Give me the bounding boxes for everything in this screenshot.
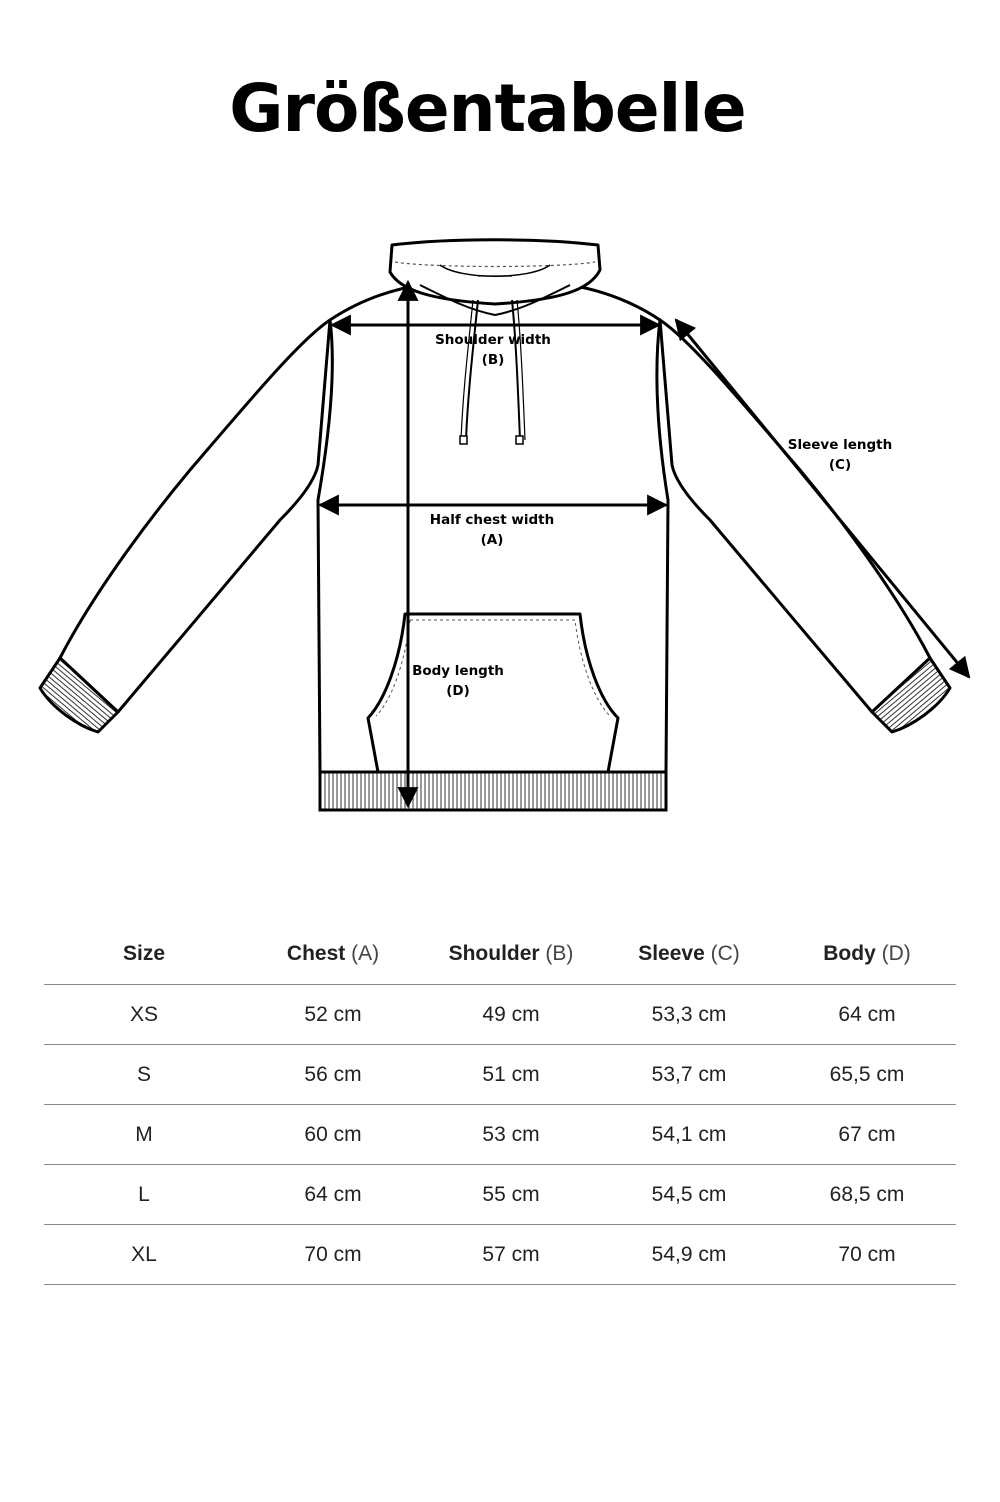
cell-sleeve: 54,9 cm [600,1225,778,1285]
sleeve-code-label: (C) [828,457,852,473]
cell-body: 68,5 cm [778,1165,956,1225]
cell-sleeve: 54,1 cm [600,1105,778,1165]
body-length-label: Body length [412,663,504,679]
sleeve-length-label: Sleeve length [787,437,893,453]
shoulder-width-label: Shoulder width [435,332,551,348]
cell-body: 67 cm [778,1105,956,1165]
hoodie-measurement-diagram [0,230,1000,830]
half-chest-width-label: Half chest width [429,512,555,528]
cell-size: M [44,1105,244,1165]
header-chest: Chest (A) [244,924,422,985]
cell-body: 65,5 cm [778,1045,956,1105]
page-title: Größentabelle [229,70,746,147]
cell-sleeve: 53,3 cm [600,985,778,1045]
cell-shoulder: 53 cm [422,1105,600,1165]
right-sleeve [660,320,930,712]
table-row [44,1165,956,1225]
cell-shoulder: 55 cm [422,1165,600,1225]
cell-chest: 60 cm [244,1105,422,1165]
header-sleeve: Sleeve (C) [600,924,778,985]
header-size: Size [44,924,244,985]
table-row [44,1045,956,1105]
cell-chest: 70 cm [244,1225,422,1285]
header-shoulder: Shoulder (B) [422,924,600,985]
table-row [44,1105,956,1165]
table-header-row [44,924,956,985]
cell-shoulder: 51 cm [422,1045,600,1105]
cell-chest: 56 cm [244,1045,422,1105]
chest-code-label: (A) [480,532,504,548]
body-code-label: (D) [446,683,470,699]
cell-shoulder: 57 cm [422,1225,600,1285]
waistband [320,772,666,810]
table-row [44,985,956,1045]
left-sleeve [60,320,330,712]
cell-size: L [44,1165,244,1225]
size-table [44,924,956,1285]
cell-sleeve: 54,5 cm [600,1165,778,1225]
kangaroo-pocket [368,614,618,772]
shoulder-code-label: (B) [481,352,505,368]
table-row [44,1225,956,1285]
cell-shoulder: 49 cm [422,985,600,1045]
cell-size: XS [44,985,244,1045]
cell-chest: 64 cm [244,1165,422,1225]
cell-sleeve: 53,7 cm [600,1045,778,1105]
cell-body: 70 cm [778,1225,956,1285]
cell-chest: 52 cm [244,985,422,1045]
cell-size: S [44,1045,244,1105]
header-body: Body (D) [778,924,956,985]
hood [390,240,600,304]
cell-size: XL [44,1225,244,1285]
cell-body: 64 cm [778,985,956,1045]
